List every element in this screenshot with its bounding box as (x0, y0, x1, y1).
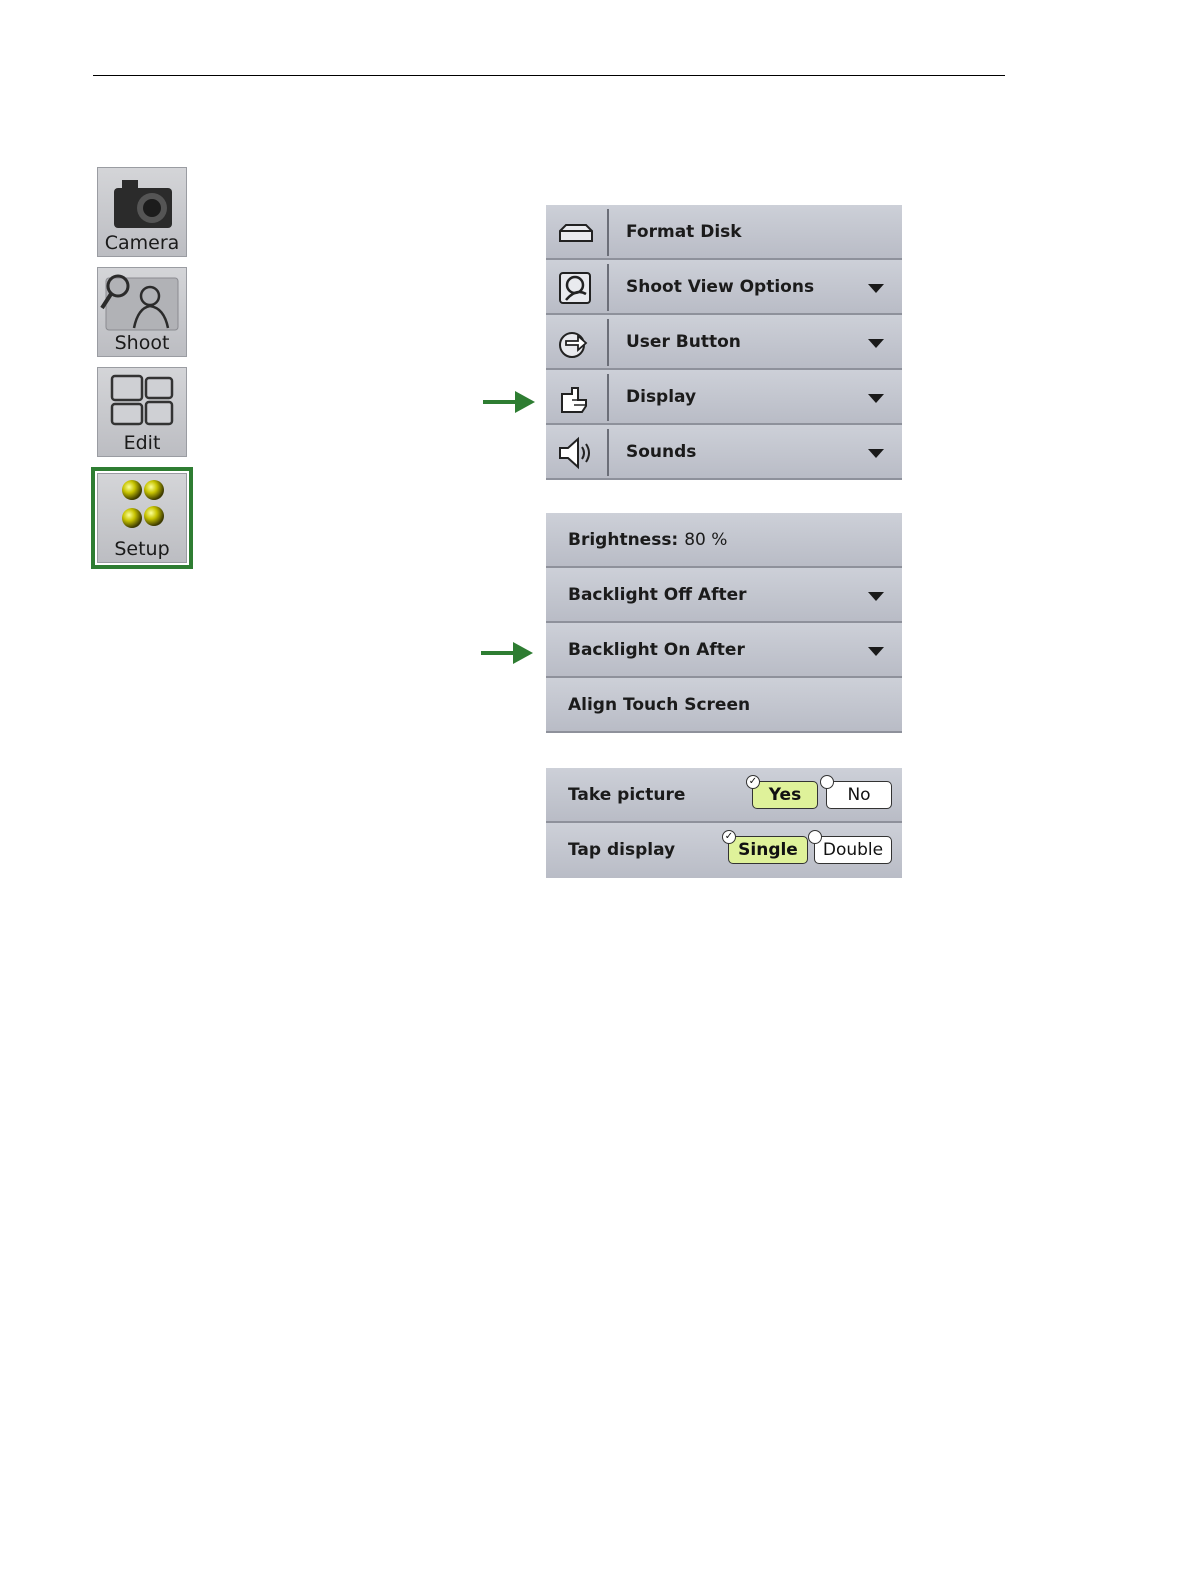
item-separator (607, 429, 609, 476)
display-pointer-arrow (481, 390, 537, 414)
header-rule (93, 75, 1005, 76)
format-disk-label: Format Disk (626, 222, 742, 242)
backlight-on-options-panel (546, 768, 902, 878)
setup-icon (98, 474, 188, 544)
chevron-down-icon[interactable] (868, 339, 884, 348)
brightness-item[interactable] (546, 513, 902, 568)
take-picture-no-option[interactable] (826, 781, 892, 809)
chevron-down-icon[interactable] (868, 284, 884, 293)
brightness-label: Brightness: (568, 530, 679, 550)
display-menu-panel (546, 513, 902, 733)
shoot-mode-label: Shoot (114, 332, 170, 354)
tap-display-double-label: Double (822, 840, 884, 860)
align-touch-screen-label: Align Touch Screen (568, 695, 751, 715)
backlight-off-after-label: Backlight Off After (568, 585, 747, 605)
item-separator (607, 374, 609, 421)
edit-icon (98, 368, 188, 438)
chevron-down-icon[interactable] (868, 449, 884, 458)
align-touch-screen-item[interactable] (546, 678, 902, 733)
checked-radio-icon: ✓ (746, 775, 760, 789)
tap-display-row (546, 823, 902, 878)
tap-display-double-option[interactable] (814, 836, 892, 864)
brightness-row-text (568, 513, 727, 568)
format-disk-icon (552, 215, 600, 251)
format-disk-item[interactable] (546, 205, 902, 260)
item-separator (607, 209, 609, 256)
setup-mode-label: Setup (114, 538, 170, 560)
speaker-icon (552, 435, 600, 471)
edit-mode-button[interactable] (97, 367, 187, 457)
user-button-item[interactable] (546, 315, 902, 370)
unchecked-radio-icon (808, 830, 822, 844)
take-picture-yes-label: Yes (768, 785, 802, 805)
take-picture-yes-option[interactable] (748, 776, 818, 809)
tap-display-label: Tap display (568, 840, 676, 860)
setup-menu-panel (546, 205, 902, 480)
tap-display-single-label: Single (738, 840, 798, 860)
shoot-view-options-item[interactable] (546, 260, 902, 315)
camera-mode-label: Camera (104, 232, 180, 254)
user-button-icon (552, 325, 600, 361)
shoot-icon (98, 268, 188, 338)
chevron-down-icon[interactable] (868, 647, 884, 656)
backlight-on-after-label: Backlight On After (568, 640, 745, 660)
camera-icon (98, 168, 188, 238)
brightness-value: 80 % (684, 530, 728, 550)
shoot-view-options-icon (552, 270, 600, 306)
checked-radio-icon: ✓ (722, 830, 736, 844)
user-button-label: User Button (626, 332, 741, 352)
sounds-item[interactable] (546, 425, 902, 480)
display-item[interactable] (546, 370, 902, 425)
setup-mode-button[interactable] (97, 473, 187, 563)
tap-display-single-option[interactable] (724, 831, 808, 864)
item-separator (607, 319, 609, 366)
unchecked-radio-icon (820, 775, 834, 789)
shoot-mode-button[interactable] (97, 267, 187, 357)
chevron-down-icon[interactable] (868, 592, 884, 601)
sounds-label: Sounds (626, 442, 697, 462)
camera-mode-button[interactable] (97, 167, 187, 257)
item-separator (607, 264, 609, 311)
take-picture-label: Take picture (568, 785, 686, 805)
backlight-on-after-item[interactable] (546, 623, 902, 678)
backlight-on-pointer-arrow (479, 641, 535, 665)
display-label: Display (626, 387, 697, 407)
edit-mode-label: Edit (123, 432, 161, 454)
backlight-off-after-item[interactable] (546, 568, 902, 623)
take-picture-no-label: No (847, 785, 871, 805)
shoot-view-options-label: Shoot View Options (626, 277, 815, 297)
display-hand-icon (552, 380, 600, 416)
chevron-down-icon[interactable] (868, 394, 884, 403)
take-picture-row (546, 768, 902, 823)
